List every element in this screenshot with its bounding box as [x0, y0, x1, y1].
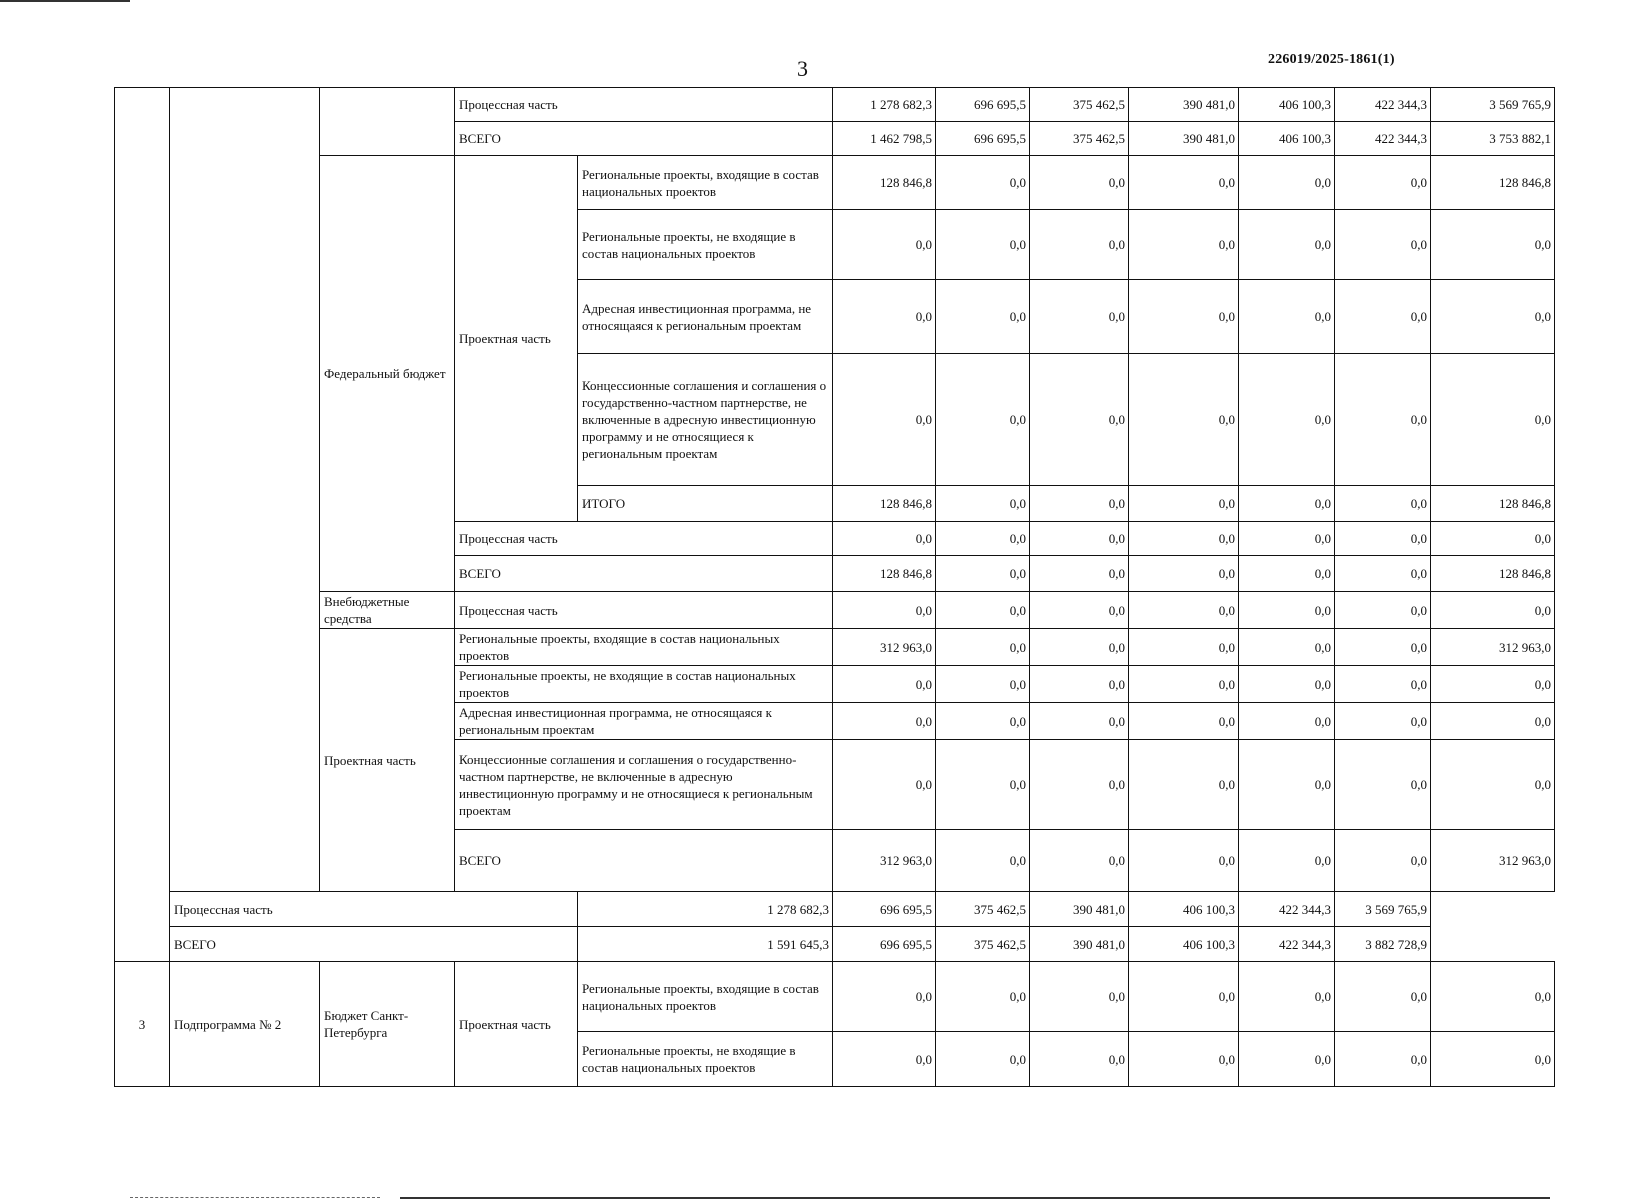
- value-cell: 1 462 798,5: [833, 122, 936, 156]
- value-cell: 0,0: [936, 592, 1030, 629]
- value-cell: 312 963,0: [833, 629, 936, 666]
- value-cell: 0,0: [1129, 740, 1239, 830]
- federal-budget-label: Федеральный бюджет: [320, 156, 455, 592]
- value-cell: 0,0: [1030, 210, 1129, 280]
- row-number-cell: [115, 88, 170, 962]
- value-cell: 0,0: [1335, 522, 1431, 556]
- row-label: Процессная часть: [455, 592, 833, 629]
- value-cell: 3 569 765,9: [1431, 88, 1555, 122]
- row-label: Адресная инвестиционная программа, не относящаяся к региональным проектам: [455, 703, 833, 740]
- value-cell: 0,0: [833, 703, 936, 740]
- row-label: ВСЕГО: [455, 122, 833, 156]
- value-cell: 390 481,0: [1129, 122, 1239, 156]
- value-cell: 0,0: [833, 210, 936, 280]
- row-label: Региональные проекты, не входящие в состав национальных проектов: [578, 210, 833, 280]
- row-number-3: 3: [115, 962, 170, 1087]
- value-cell: 128 846,8: [1431, 156, 1555, 210]
- value-cell: 0,0: [1335, 556, 1431, 592]
- source-cell: [320, 88, 455, 156]
- value-cell: 0,0: [1239, 486, 1335, 522]
- value-cell: 0,0: [1239, 354, 1335, 486]
- subprogram-2-label: Подпрограмма № 2: [170, 962, 320, 1087]
- value-cell: 0,0: [1239, 962, 1335, 1032]
- value-cell: 0,0: [1030, 556, 1129, 592]
- value-cell: 390 481,0: [1030, 892, 1129, 927]
- value-cell: 0,0: [1030, 522, 1129, 556]
- value-cell: 375 462,5: [936, 927, 1030, 962]
- value-cell: 0,0: [1239, 210, 1335, 280]
- value-cell: 0,0: [936, 156, 1030, 210]
- project-part-label: Проектная часть: [455, 962, 578, 1087]
- value-cell: 0,0: [1431, 522, 1555, 556]
- value-cell: 0,0: [1431, 666, 1555, 703]
- document-reference: 226019/2025-1861(1): [1268, 52, 1395, 67]
- value-cell: 0,0: [936, 522, 1030, 556]
- table-row: [115, 892, 1555, 927]
- value-cell: 696 695,5: [833, 892, 936, 927]
- value-cell: 0,0: [1129, 962, 1239, 1032]
- value-cell: 0,0: [1239, 156, 1335, 210]
- value-cell: 312 963,0: [1431, 830, 1555, 892]
- value-cell: 696 695,5: [936, 88, 1030, 122]
- value-cell: 0,0: [1239, 666, 1335, 703]
- value-cell: 0,0: [1335, 354, 1431, 486]
- value-cell: 0,0: [833, 740, 936, 830]
- row-label: Региональные проекты, входящие в состав национальных проектов: [455, 629, 833, 666]
- value-cell: 406 100,3: [1239, 88, 1335, 122]
- value-cell: 0,0: [1030, 592, 1129, 629]
- value-cell: 422 344,3: [1239, 927, 1335, 962]
- table-row: [115, 629, 1555, 666]
- value-cell: 0,0: [1335, 703, 1431, 740]
- value-cell: 0,0: [1239, 703, 1335, 740]
- value-cell: 0,0: [1239, 556, 1335, 592]
- value-cell: 0,0: [1030, 156, 1129, 210]
- value-cell: 0,0: [1030, 740, 1129, 830]
- value-cell: 128 846,8: [833, 486, 936, 522]
- table-row: [115, 962, 1555, 1032]
- value-cell: 0,0: [1431, 1032, 1555, 1087]
- value-cell: 0,0: [936, 830, 1030, 892]
- value-cell: 0,0: [936, 556, 1030, 592]
- value-cell: 0,0: [1431, 592, 1555, 629]
- value-cell: 0,0: [1030, 280, 1129, 354]
- value-cell: 0,0: [1129, 354, 1239, 486]
- value-cell: 422 344,3: [1239, 892, 1335, 927]
- value-cell: 0,0: [936, 486, 1030, 522]
- scan-edge-line: [0, 0, 130, 2]
- value-cell: 0,0: [936, 1032, 1030, 1087]
- row-label: Процессная часть: [170, 892, 578, 927]
- value-cell: 0,0: [1239, 1032, 1335, 1087]
- value-cell: 0,0: [1129, 666, 1239, 703]
- value-cell: 0,0: [1129, 629, 1239, 666]
- value-cell: 0,0: [936, 280, 1030, 354]
- value-cell: 0,0: [1129, 703, 1239, 740]
- value-cell: 0,0: [833, 962, 936, 1032]
- value-cell: 390 481,0: [1030, 927, 1129, 962]
- value-cell: 0,0: [1335, 740, 1431, 830]
- value-cell: 0,0: [1030, 354, 1129, 486]
- value-cell: 0,0: [1030, 703, 1129, 740]
- value-cell: 0,0: [1030, 629, 1129, 666]
- value-cell: 3 753 882,1: [1431, 122, 1555, 156]
- value-cell: 0,0: [1129, 210, 1239, 280]
- table-row: [115, 88, 1555, 122]
- value-cell: 0,0: [936, 740, 1030, 830]
- table-row: [115, 927, 1555, 962]
- row-label: Региональные проекты, не входящие в состав национальных проектов: [578, 1032, 833, 1087]
- value-cell: 0,0: [1335, 210, 1431, 280]
- value-cell: 0,0: [1129, 522, 1239, 556]
- funding-table: [114, 87, 1555, 1087]
- row-label: Процессная часть: [455, 88, 833, 122]
- row-label: Региональные проекты, входящие в состав национальных проектов: [578, 962, 833, 1032]
- value-cell: 0,0: [1129, 1032, 1239, 1087]
- value-cell: 0,0: [1030, 1032, 1129, 1087]
- value-cell: 0,0: [1239, 740, 1335, 830]
- value-cell: 0,0: [1239, 629, 1335, 666]
- value-cell: 0,0: [1239, 522, 1335, 556]
- value-cell: 0,0: [1335, 830, 1431, 892]
- value-cell: 406 100,3: [1129, 892, 1239, 927]
- value-cell: 390 481,0: [1129, 88, 1239, 122]
- value-cell: 0,0: [1239, 592, 1335, 629]
- value-cell: 128 846,8: [1431, 556, 1555, 592]
- value-cell: 1 278 682,3: [578, 892, 833, 927]
- value-cell: 128 846,8: [1431, 486, 1555, 522]
- value-cell: 128 846,8: [833, 156, 936, 210]
- value-cell: 0,0: [1335, 156, 1431, 210]
- scan-edge-line: [400, 1197, 1550, 1199]
- value-cell: 0,0: [1335, 962, 1431, 1032]
- value-cell: 375 462,5: [936, 892, 1030, 927]
- row-label: Региональные проекты, не входящие в состав национальных проектов: [455, 666, 833, 703]
- value-cell: 0,0: [1129, 592, 1239, 629]
- value-cell: 0,0: [1431, 210, 1555, 280]
- value-cell: 0,0: [1129, 280, 1239, 354]
- value-cell: 3 882 728,9: [1335, 927, 1431, 962]
- value-cell: 0,0: [833, 354, 936, 486]
- row-label: ИТОГО: [578, 486, 833, 522]
- value-cell: 312 963,0: [833, 830, 936, 892]
- row-label: Концессионные соглашения и соглашения о государственно-частном партнерстве, не включенные в адресную инвестиционную программу и не относящиеся к региональным проектам: [578, 354, 833, 486]
- value-cell: 422 344,3: [1335, 122, 1431, 156]
- table-row: [115, 592, 1555, 629]
- value-cell: 0,0: [1129, 156, 1239, 210]
- value-cell: 0,0: [1335, 486, 1431, 522]
- spb-budget-label: Бюджет Санкт-Петербурга: [320, 962, 455, 1087]
- value-cell: 375 462,5: [1030, 88, 1129, 122]
- value-cell: 0,0: [833, 666, 936, 703]
- row-label: Адресная инвестиционная программа, не относящаяся к региональным проектам: [578, 280, 833, 354]
- value-cell: 312 963,0: [1431, 629, 1555, 666]
- value-cell: 0,0: [1335, 592, 1431, 629]
- value-cell: 0,0: [936, 629, 1030, 666]
- value-cell: 0,0: [833, 522, 936, 556]
- value-cell: 0,0: [1431, 280, 1555, 354]
- value-cell: 0,0: [833, 280, 936, 354]
- value-cell: 0,0: [1030, 666, 1129, 703]
- scan-edge-dash: [130, 1197, 380, 1198]
- value-cell: 0,0: [1030, 486, 1129, 522]
- value-cell: 0,0: [936, 962, 1030, 1032]
- value-cell: 0,0: [1335, 629, 1431, 666]
- value-cell: 1 278 682,3: [833, 88, 936, 122]
- value-cell: 0,0: [1239, 280, 1335, 354]
- value-cell: 0,0: [1129, 556, 1239, 592]
- value-cell: 422 344,3: [1335, 88, 1431, 122]
- value-cell: 406 100,3: [1239, 122, 1335, 156]
- value-cell: 0,0: [833, 1032, 936, 1087]
- project-part-label: Проектная часть: [320, 629, 455, 892]
- value-cell: 0,0: [936, 703, 1030, 740]
- value-cell: 0,0: [1129, 486, 1239, 522]
- value-cell: 0,0: [1335, 1032, 1431, 1087]
- value-cell: 0,0: [1431, 962, 1555, 1032]
- value-cell: 0,0: [1030, 830, 1129, 892]
- row-label: Региональные проекты, входящие в состав национальных проектов: [578, 156, 833, 210]
- value-cell: 375 462,5: [1030, 122, 1129, 156]
- value-cell: 0,0: [1431, 354, 1555, 486]
- row-label: Концессионные соглашения и соглашения о государственно-частном партнерстве, не включенные в адресную инвестиционную программу и не относящиеся к региональным проектам: [455, 740, 833, 830]
- value-cell: 696 695,5: [936, 122, 1030, 156]
- program-cell: [170, 88, 320, 892]
- value-cell: 0,0: [936, 666, 1030, 703]
- value-cell: 0,0: [936, 210, 1030, 280]
- value-cell: 0,0: [1431, 740, 1555, 830]
- table-row: [115, 156, 1555, 210]
- value-cell: 0,0: [1335, 666, 1431, 703]
- value-cell: 0,0: [833, 592, 936, 629]
- value-cell: 0,0: [936, 354, 1030, 486]
- page-number: 3: [797, 56, 808, 81]
- value-cell: 3 569 765,9: [1335, 892, 1431, 927]
- row-label: ВСЕГО: [455, 830, 833, 892]
- row-label: Процессная часть: [455, 522, 833, 556]
- value-cell: 0,0: [1239, 830, 1335, 892]
- row-label: ВСЕГО: [170, 927, 578, 962]
- value-cell: 696 695,5: [833, 927, 936, 962]
- row-label: ВСЕГО: [455, 556, 833, 592]
- value-cell: 0,0: [1030, 962, 1129, 1032]
- extrabudget-label: Внебюджетные средства: [320, 592, 455, 629]
- value-cell: 1 591 645,3: [578, 927, 833, 962]
- value-cell: 0,0: [1431, 703, 1555, 740]
- project-part-label: Проектная часть: [455, 156, 578, 522]
- value-cell: 0,0: [1129, 830, 1239, 892]
- value-cell: 406 100,3: [1129, 927, 1239, 962]
- value-cell: 128 846,8: [833, 556, 936, 592]
- value-cell: 0,0: [1335, 280, 1431, 354]
